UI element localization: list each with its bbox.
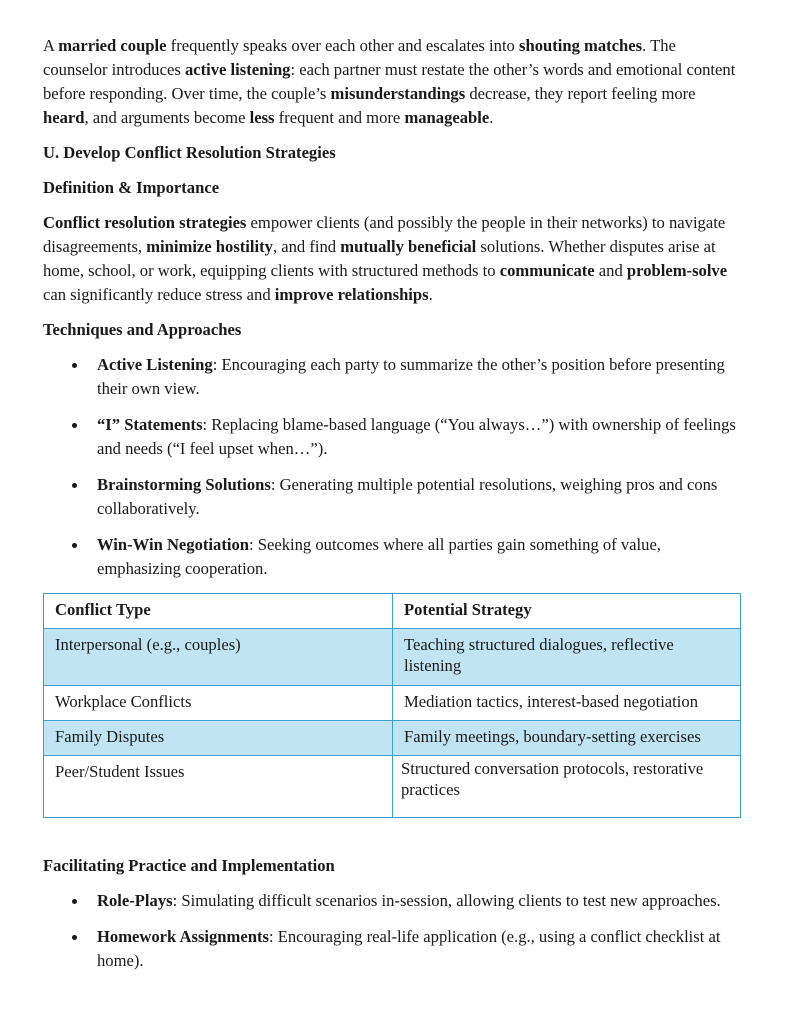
text: : Replacing blame-based language (“You always…”) with ownership of feelings and needs (“I feel upset when…”). [97, 415, 736, 458]
text: : Simulating difficult scenarios in-session, allowing clients to test new approaches. [172, 891, 721, 910]
bold-text: heard [43, 108, 85, 127]
techniques-heading: Techniques and Approaches [43, 320, 242, 339]
bold-text: shouting matches [519, 36, 643, 55]
bold-text: minimize hostility [146, 237, 273, 256]
bold-text: Homework Assignments [97, 927, 269, 946]
table-cell: Interpersonal (e.g., couples) [44, 629, 393, 686]
definition-paragraph [43, 211, 742, 307]
techniques-list [43, 353, 742, 581]
header-cell: Conflict Type [44, 594, 393, 629]
list-item [43, 353, 742, 401]
table-row [44, 686, 741, 721]
intro-paragraph [43, 34, 742, 130]
bold-text: less [249, 108, 275, 127]
text: . [489, 108, 494, 127]
table-row [44, 756, 741, 818]
list-item [43, 925, 742, 973]
text: : Encouraging real-life application (e.g., using a conflict checklist at home). [97, 927, 721, 970]
table-row [44, 721, 741, 756]
text: solutions. Whether disputes arise at home, school, or work, equipping clients with structured methods to [43, 237, 716, 280]
text: and [594, 261, 627, 280]
table-cell: Workplace Conflicts [44, 686, 393, 721]
bold-text: Role-Plays [97, 891, 173, 910]
text: , and find [272, 237, 341, 256]
bold-text: manageable [404, 108, 490, 127]
practice-list [43, 889, 742, 973]
text: : Seeking outcomes where all parties gain something of value, emphasizing cooperation. [97, 535, 661, 578]
text: frequently speaks over each other and escalates into [166, 36, 520, 55]
table-cell: Family meetings, boundary-setting exercises [393, 721, 741, 756]
text: empower clients (and possibly the people in their networks) to navigate disagreements, [43, 213, 726, 256]
table-cell: Family Disputes [44, 721, 393, 756]
table-header-row [44, 594, 741, 629]
definition-heading: Definition & Importance [43, 178, 220, 197]
section-heading: U. Develop Conflict Resolution Strategies [43, 143, 336, 162]
text: frequent and more [274, 108, 405, 127]
text: . The counselor introduces [43, 36, 676, 79]
bold-text: problem-solve [626, 261, 728, 280]
bold-text: Brainstorming Solutions [97, 475, 271, 494]
bold-text: active listening [184, 60, 291, 79]
text: can significantly reduce stress and [43, 285, 275, 304]
text: : each partner must restate the other’s words and emotional content before responding. Over time, the couple’s [43, 60, 736, 103]
text: : Generating multiple potential resolutions, weighing pros and cons collaboratively. [97, 475, 718, 518]
bold-text: “I” Statements [97, 415, 203, 434]
list-item [43, 473, 742, 521]
bold-text: Win-Win Negotiation [97, 535, 249, 554]
text: decrease, they report feeling more [465, 84, 696, 103]
header-cell: Potential Strategy [393, 594, 741, 629]
bold-text: communicate [499, 261, 595, 280]
bold-text: misunderstandings [330, 84, 466, 103]
table-cell: Mediation tactics, interest-based negotiation [393, 686, 741, 721]
bold-text: Active Listening [97, 355, 213, 374]
bold-text: Conflict resolution strategies [43, 213, 247, 232]
bold-text: mutually beneficial [340, 237, 477, 256]
bold-text: improve relationships [274, 285, 429, 304]
text: . [428, 285, 433, 304]
table-cell: Teaching structured dialogues, reflective listening [393, 629, 741, 686]
list-item [43, 533, 742, 581]
text: , and arguments become [84, 108, 250, 127]
list-item [43, 413, 742, 461]
table-row [44, 629, 741, 686]
bold-text: married couple [58, 36, 167, 55]
text: : Encouraging each party to summarize the other’s position before presenting their own view. [97, 355, 725, 398]
table-cell: Structured conversation protocols, restorative practices [393, 756, 741, 818]
list-item [43, 889, 742, 913]
text: A [43, 36, 59, 55]
practice-heading: Facilitating Practice and Implementation [43, 856, 335, 875]
conflict-strategy-table [43, 593, 741, 818]
table-cell: Peer/Student Issues [44, 756, 393, 818]
